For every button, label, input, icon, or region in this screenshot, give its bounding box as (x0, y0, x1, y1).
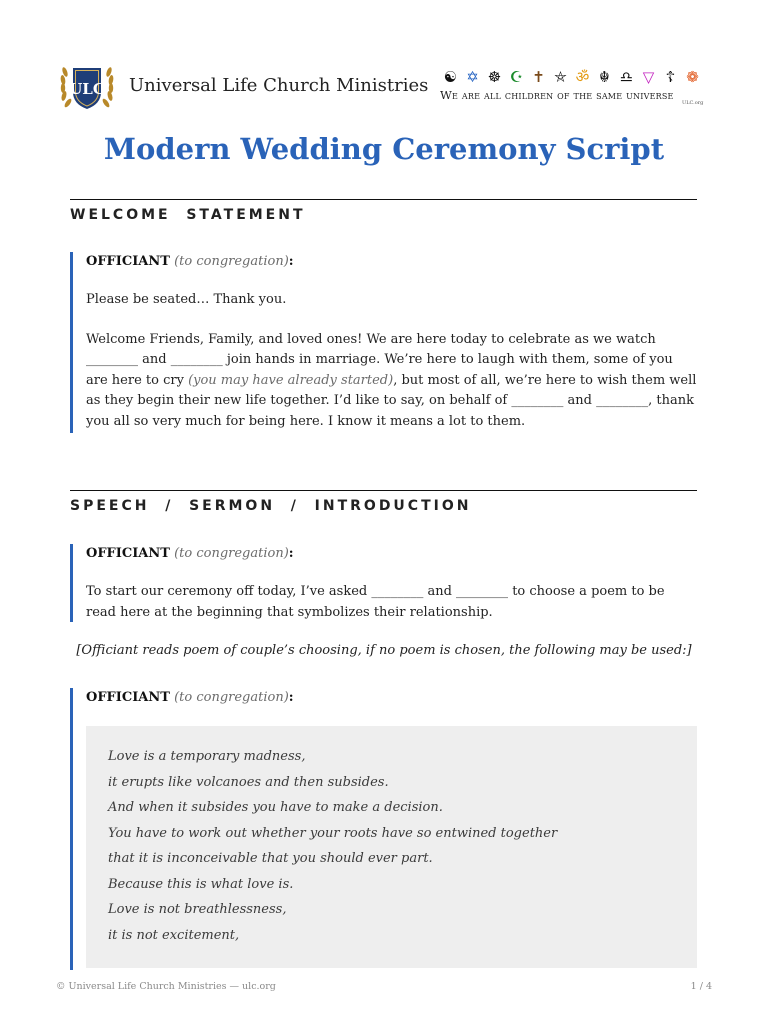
section-divider (70, 490, 697, 491)
section-heading-speech: SPEECH / SERMON / INTRODUCTION (70, 498, 472, 514)
paragraph: To start our ceremony off today, I’ve asked ________ and ________ to choose a poem to be read here at the beginning that symbolizes their relationship. (86, 584, 665, 620)
section-heading-welcome: WELCOME STATEMENT (70, 207, 306, 223)
speaker-colon: : (288, 254, 294, 269)
svg-text:ULC: ULC (69, 80, 105, 98)
cross-icon: ✝ (532, 68, 545, 86)
officiant-block-welcome (70, 252, 697, 433)
speaker-line (86, 252, 697, 272)
speaker-line (86, 688, 697, 708)
khanda-icon: ☬ (599, 68, 610, 86)
om-icon: ॐ (575, 68, 590, 86)
poem-line: Love is not breathlessness, (108, 902, 287, 917)
poem-line: that it is inconceivable that you should ever part. (108, 851, 433, 866)
stage-direction: [Officiant reads poem of couple’s choosing, if no poem is chosen, the following may be used:] (76, 643, 692, 658)
faith-symbols (440, 68, 703, 86)
speaker-name: OFFICIANT (86, 254, 170, 269)
officiant-block-speech (70, 544, 697, 622)
paragraph: Please be seated… Thank you. (86, 292, 287, 307)
libra-icon: ♎ (619, 68, 634, 86)
speaker-colon: : (288, 690, 294, 705)
org-name: Universal Life Church Ministries (129, 75, 429, 96)
star-of-david-icon: ✡ (466, 68, 479, 86)
page-header (58, 62, 708, 112)
poem-line: it is not excitement, (108, 927, 240, 943)
tagline-url: ULC.org (682, 100, 704, 106)
tagline: We are all children of the same universe (440, 88, 674, 102)
star-crescent-icon: ☪ (509, 68, 524, 86)
speaker-name: OFFICIANT (86, 690, 170, 705)
paragraph-aside: (you may have already started) (188, 372, 394, 388)
section-divider (70, 199, 697, 200)
ulc-logo-icon (58, 64, 116, 110)
speaker-aside: (to congregation) (174, 546, 289, 561)
document-title: Modern Wedding Ceremony Script (103, 132, 665, 166)
speaker-name: OFFICIANT (86, 546, 170, 561)
speaker-aside: (to congregation) (174, 254, 289, 269)
dharma-wheel-icon: ☸ (487, 68, 502, 86)
speaker-aside: (to congregation) (174, 690, 289, 705)
page-number: 1 / 4 (690, 981, 712, 992)
poem-box (86, 726, 697, 968)
paragraph (86, 330, 697, 433)
speaker-line (86, 544, 697, 564)
poem-line: You have to work out whether your roots have so entwined together (108, 825, 558, 841)
paragraph-text: Welcome Friends, Family, and loved ones! We are here today to celebrate as we watch ________ and ________ join hands in marriage. We’re here to laugh with them, some of you are here to cry (86, 331, 673, 388)
flower-icon: ❁ (686, 68, 699, 86)
paragraph-text: , but most of all, we’re here to wish them well as they begin their new life together. I’d like to say, on behalf of ________ and ________, thank you all so very much for being here. I know it means a lot to them. (86, 372, 697, 429)
poem-line: Love is a temporary madness, (108, 749, 306, 764)
orthodox-cross-icon: ☦ (665, 68, 676, 86)
pentacle-icon: ⛤ (554, 68, 567, 86)
yin-yang-icon: ☯ (443, 68, 458, 86)
footer-copyright: © Universal Life Church Ministries — ulc.org (56, 981, 276, 992)
speaker-colon: : (288, 546, 294, 561)
poem-line: Because this is what love is. (108, 876, 294, 892)
poem-line: And when it subsides you have to make a decision. (108, 800, 443, 815)
poem-line: it erupts like volcanoes and then subsides. (108, 774, 389, 790)
pink-triangle-icon: ▽ (642, 68, 655, 86)
